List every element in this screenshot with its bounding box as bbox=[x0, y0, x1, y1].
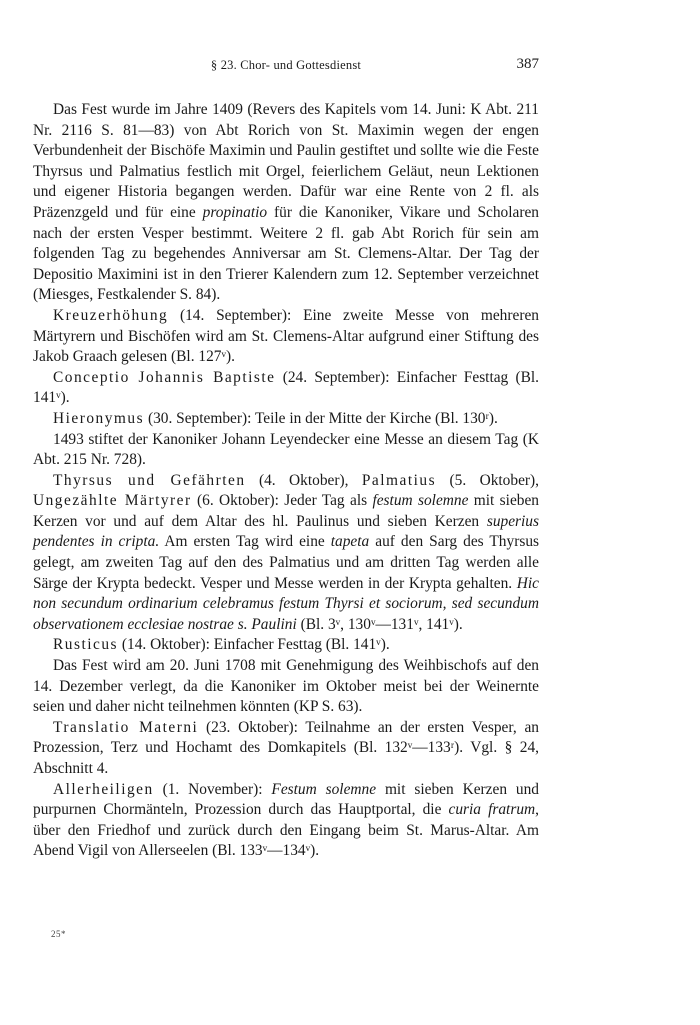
text-run: , über den Friedhof und zurück durch den Eingang beim St. Marus-Altar. Am Abend Vigil von Allerseelen (Bl. 133ᵛ—134ᵛ). bbox=[33, 801, 539, 860]
text-run-italic: curia fratrum bbox=[448, 801, 536, 819]
paragraph-verlegung bbox=[33, 656, 539, 718]
feast-name: Allerheiligen bbox=[53, 780, 154, 798]
running-title: § 23. Chor- und Gottesdienst bbox=[210, 58, 362, 72]
text-run-italic: tapeta bbox=[330, 533, 370, 551]
feast-name: Rusticus bbox=[53, 636, 119, 654]
text-run: auf den Sarg des Thyrsus gelegt, am zweiten Tag auf den des Palmatius und am dritten Tag werden alle Särge der Krypta bedeckt. Vesper und Messe werden in der Krypta gehalten. bbox=[33, 533, 539, 592]
paragraph-thyrsus bbox=[33, 471, 539, 636]
paragraph-translatio-materni bbox=[33, 718, 539, 780]
signature-mark: 25* bbox=[51, 929, 66, 939]
running-header bbox=[33, 56, 539, 76]
paragraph-rusticus bbox=[33, 635, 539, 656]
body-text bbox=[33, 100, 539, 862]
text-run-italic: Hic non secundum ordinarium celebramus festum Thyrsi et sociorum, sed secundum observationem ecclesiae nostrae s. Paulini bbox=[33, 574, 539, 633]
text-run-italic: festum solemne bbox=[372, 492, 469, 510]
feast-name: Kreuzerhöhung bbox=[53, 306, 169, 324]
text-run: mit sieben Kerzen vor und auf dem Altar des hl. Paulinus und sieben Kerzen bbox=[33, 492, 539, 530]
text-run: (4. Oktober), bbox=[245, 471, 362, 489]
text-run: Das Fest wurde im Jahre 1409 (Revers des Kapitels vom 14. Juni: K Abt. 211 Nr. 2116 S. 81—83) von Abt Rorich von St. Maximin wegen der engen Verbundenheit der Bischöfe Maximin und Paulin gestiftet und sollte wie die Feste Thyrsus und Palmatius festlich mit Orgel, feierlichem Geläut, neun Lektionen und eigener Historia begangen werden. Dafür war eine Rente von 2 fl. als Präzenzgeld und für eine bbox=[33, 101, 539, 221]
text-run: (23. Oktober): Teilnahme an der ersten Vesper, an Prozession, Terz und Hochamt des Domkapitels (Bl. 132ᵛ—133ʳ). Vgl. § 24, Abschnitt 4. bbox=[33, 718, 539, 777]
paragraph-leyendecker bbox=[33, 430, 539, 471]
paragraph-depositio-maximini bbox=[33, 100, 539, 306]
text-run: 1493 stiftet der Kanoniker Johann Leyendecker eine Messe an diesem Tag (K Abt. 215 Nr. 728). bbox=[33, 430, 539, 469]
text-run: (14. Oktober): Einfacher Festtag (Bl. 141ᵛ). bbox=[118, 636, 390, 654]
text-run: (14. September): Eine zweite Messe von mehreren Märtyrern und Bischöfen wird am St. Clemens-Altar aufgrund einer Stiftung des Jakob Graach gelesen (Bl. 127ᵛ). bbox=[33, 306, 539, 366]
text-run: (30. September): Teile in der Mitte der Kirche (Bl. 130ʳ). bbox=[144, 409, 498, 427]
text-run-italic: propinatio bbox=[202, 203, 268, 221]
feast-name: Ungezählte Märtyrer bbox=[33, 492, 192, 510]
text-run: für die Kanoniker, Vikare und Scholaren nach der ersten Vesper bestimmt. Weitere 2 fl. gab Abt Rorich für sein am folgenden Tag zu begehendes Anniversar am St. Clemens-Altar. Der Tag der Depositio Maximini ist in den Trierer Kalendern zum 12. September verzeichnet (Miesges, Festkalender S. 84). bbox=[33, 203, 539, 304]
text-run-italic: superius pendentes in cripta. bbox=[33, 512, 539, 551]
text-run: (Bl. 3ᵛ, 130ᵛ—131ᵛ, 141ᵛ). bbox=[296, 615, 463, 633]
text-run: (6. Oktober): Jeder Tag als bbox=[191, 492, 373, 510]
text-run: (24. September): Einfacher Festtag (Bl. 141ᵛ). bbox=[33, 368, 539, 407]
paragraph-allerheiligen bbox=[33, 780, 539, 862]
page-number: 387 bbox=[516, 56, 539, 72]
paragraph-kreuzerhoehung bbox=[33, 306, 539, 368]
feast-name: Hieronymus bbox=[53, 409, 145, 427]
text-run: Das Fest wird am 20. Juni 1708 mit Genehmigung des Weihbischofs auf den 14. Dezember verlegt, da die Kanoniker im Oktober meist bei der Weinernte seien und daher nicht teilnehmen könnten (KP S. 63). bbox=[33, 657, 539, 716]
feast-name: Thyrsus und Gefährten bbox=[53, 471, 246, 489]
text-run: (1. November): bbox=[153, 780, 272, 798]
paragraph-conceptio bbox=[33, 368, 539, 409]
text-run: Am ersten Tag wird eine bbox=[159, 533, 331, 551]
feast-name: Translatio Materni bbox=[53, 718, 199, 736]
feast-name: Palmatius bbox=[361, 471, 437, 489]
text-run-italic: Festum solemne bbox=[271, 780, 377, 798]
feast-name: Conceptio Johannis Baptiste bbox=[53, 368, 276, 386]
paragraph-hieronymus bbox=[33, 409, 539, 430]
book-page bbox=[33, 56, 539, 862]
text-run: (5. Oktober), bbox=[436, 471, 539, 489]
text-run: mit sieben Kerzen und purpurnen Chormänteln, Prozession durch das Hauptportal, die bbox=[33, 780, 539, 819]
